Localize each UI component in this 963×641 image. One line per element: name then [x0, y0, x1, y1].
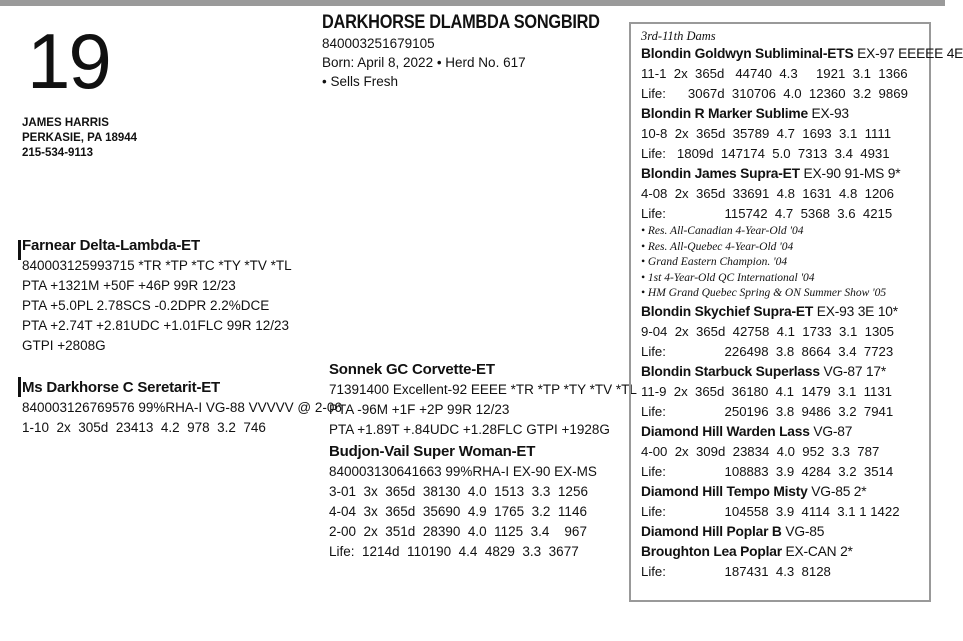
dam-entry-note: • Res. All-Quebec 4-Year-Old '04	[641, 240, 794, 253]
dam-entry-record: 10-8 2x 365d 35789 4.7 1693 3.1 1111	[641, 126, 892, 141]
top-bar	[0, 0, 945, 6]
dam-entry-classification: EX-93	[807, 106, 849, 121]
dam-entry-classification: EX-90 91-MS 9*	[799, 166, 901, 181]
dam-entry-header	[641, 302, 929, 322]
mgs-line: PTA -96M +1F +2P 99R 12/23	[329, 402, 510, 417]
dam-entry-record: Life: 250196 3.8 9486 3.2 7941	[641, 403, 894, 419]
dam-entry-record: Life: 115742 4.7 5368 3.6 4215	[641, 206, 893, 221]
consignor-block	[22, 116, 137, 161]
dam-entry	[641, 422, 929, 482]
dam-entry	[641, 542, 929, 582]
maternal-granddam-block	[329, 442, 597, 562]
dam-entry-note: • 1st 4-Year-Old QC International '04	[641, 271, 815, 284]
dam-entry	[641, 482, 929, 522]
dam-entry-note: • Grand Eastern Champion. '04	[641, 256, 788, 268]
mgs-name: Sonnek GC Corvette-ET	[329, 361, 495, 378]
animal-note: • Sells Fresh	[322, 74, 398, 89]
dam-entry-classification: VG-87 17*	[819, 363, 887, 379]
sire-block	[22, 236, 292, 356]
dam-entry-header	[641, 164, 929, 184]
dam-entry-record: 11-9 2x 365d 36180 4.1 1479 3.1 1131	[641, 383, 893, 399]
dam-entry-header	[641, 542, 929, 562]
dam-entry-name: Blondin Goldwyn Subliminal-ETS	[641, 46, 854, 61]
dam-entry-header	[641, 44, 963, 64]
dam-line: 840003126769576 99%RHA-I VG-88 VVVVV @ 2-06	[22, 400, 342, 415]
sire-line: 840003125993715 *TR *TP *TC *TY *TV *TL	[22, 258, 292, 273]
dam-entry-name: Diamond Hill Poplar B	[641, 523, 782, 539]
dam-entry	[641, 44, 963, 104]
dam-entry-record: 4-00 2x 309d 23834 4.0 952 3.3 787	[641, 443, 880, 459]
mgd-name: Budjon-Vail Super Woman-ET	[329, 443, 536, 460]
dam-entry-header	[641, 104, 929, 124]
maternal-grandsire-block	[329, 360, 637, 440]
dam-entry-record: Life: 226498 3.8 8664 3.4 7723	[641, 343, 894, 359]
dam-entry	[641, 522, 929, 542]
consignor-city: PERKASIE, PA 18944	[22, 132, 138, 144]
consignor-phone: 215-534-9113	[22, 147, 93, 159]
dam-entry-classification: VG-85	[781, 523, 825, 539]
animal-name: DARKHORSE DLAMBDA SONGBIRD	[322, 12, 600, 33]
dam-entry-record: Life: 187431 4.3 8128	[641, 563, 831, 579]
dam-entry	[641, 104, 929, 164]
dam-entry-name: Diamond Hill Tempo Misty	[641, 483, 808, 499]
dam-entry-header	[641, 522, 929, 542]
dam-name: Ms Darkhorse C Seretarit-ET	[22, 379, 221, 396]
dams-list	[641, 44, 963, 582]
dam-entry-header	[641, 482, 929, 502]
dam-entry-record: Life: 1809d 147174 5.0 7313 3.4 4931	[641, 146, 890, 161]
sire-line: PTA +5.0PL 2.78SCS -0.2DPR 2.2%DCE	[22, 298, 270, 313]
dams-box-title: 3rd-11th Dams	[641, 29, 716, 43]
animal-header	[322, 12, 645, 91]
mgd-line: 3-01 3x 365d 38130 4.0 1513 3.3 1256	[329, 484, 588, 499]
dam-entry-note: • HM Grand Quebec Spring & ON Summer Show '05	[641, 287, 887, 299]
animal-born: Born: April 8, 2022 • Herd No. 617	[322, 55, 526, 70]
dam-entry-record: 9-04 2x 365d 42758 4.1 1733 3.1 1305	[641, 323, 894, 339]
dam-entry-classification: EX-93 3E 10*	[813, 303, 898, 319]
mgd-line: 840003130641663 99%RHA-I EX-90 EX-MS	[329, 464, 597, 479]
dam-entry	[641, 164, 929, 302]
sire-line: PTA +2.74T +2.81UDC +1.01FLC 99R 12/23	[22, 318, 290, 333]
lot-number: 19	[27, 17, 110, 105]
dam-entry-record: 4-08 2x 365d 33691 4.8 1631 4.8 1206	[641, 186, 894, 201]
mgd-line: 4-04 3x 365d 35690 4.9 1765 3.2 1146	[329, 504, 587, 519]
dam-entry-name: Blondin R Marker Sublime	[641, 106, 808, 121]
dam-entry-record: Life: 104558 3.9 4114 3.1 1 1422	[641, 503, 900, 519]
dam-entry-record: 11-1 2x 365d 44740 4.3 1921 3.1 1366	[641, 66, 908, 81]
dam-entry-classification: VG-87	[809, 423, 853, 439]
mgs-line: 71391400 Excellent-92 EEEE *TR *TP *TY *TV *TL	[329, 382, 637, 397]
dams-box	[629, 22, 963, 602]
sire-name: Farnear Delta-Lambda-ET	[22, 237, 200, 254]
dam-entry-classification: EX-CAN 2*	[781, 543, 853, 559]
dam-entry-name: Blondin Starbuck Superlass	[641, 363, 820, 379]
dam-entry-header	[641, 362, 929, 382]
dam-entry	[641, 362, 929, 422]
dam-block	[22, 378, 342, 438]
dam-entry-note: • Res. All-Canadian 4-Year-Old '04	[641, 225, 804, 237]
dam-entry-name: Diamond Hill Warden Lass	[641, 423, 810, 439]
sire-line: GTPI +2808G	[22, 338, 106, 353]
dam-entry-header	[641, 422, 929, 442]
dam-entry-record: Life: 108883 3.9 4284 3.2 3514	[641, 463, 894, 479]
dam-entry	[641, 302, 929, 362]
dam-entry-classification: EX-97 EEEEE 4E	[853, 46, 963, 61]
sire-line: PTA +1321M +50F +46P 99R 12/23	[22, 278, 236, 293]
dam-entry-name: Blondin Skychief Supra-ET	[641, 303, 814, 319]
mgs-line: PTA +1.89T +.84UDC +1.28FLC GTPI +1928G	[329, 422, 610, 437]
dam-line: 1-10 2x 305d 23413 4.2 978 3.2 746	[22, 420, 266, 435]
mgd-line: 2-00 2x 351d 28390 4.0 1125 3.4 967	[329, 524, 587, 539]
dam-bracket	[18, 377, 21, 397]
dam-entry-name: Blondin James Supra-ET	[641, 166, 800, 181]
consignor-name: JAMES HARRIS	[22, 117, 109, 129]
sire-bracket	[18, 240, 21, 260]
animal-id: 840003251679105	[322, 36, 435, 51]
dam-entry-classification: VG-85 2*	[807, 483, 867, 499]
dam-entry-name: Broughton Lea Poplar	[641, 543, 782, 559]
dam-entry-record: Life: 3067d 310706 4.0 12360 3.2 9869	[641, 86, 908, 101]
mgd-line: Life: 1214d 110190 4.4 4829 3.3 3677	[329, 544, 579, 559]
